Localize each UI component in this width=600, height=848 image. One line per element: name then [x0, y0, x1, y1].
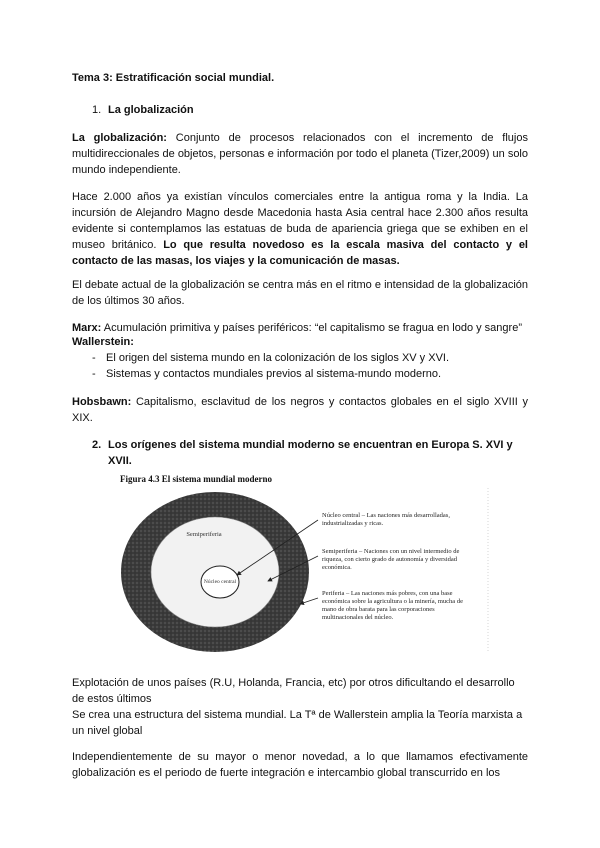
- section-2-heading: [92, 437, 528, 469]
- list-item: - El origen del sistema mundo en la colonización de los siglos XV y XVI.: [72, 350, 528, 366]
- wallerstein-list: [72, 350, 528, 382]
- hobsbawn-text: Capitalismo, esclavitud de los negros y contactos globales en el siglo XVIII y XIX.: [72, 396, 528, 424]
- exploitation-paragraph: Explotación de unos países (R.U, Holanda, Francia, etc) por otros dificultando el desarrollo de estos últimos: [72, 677, 515, 705]
- core-caption: Núcleo central – Las naciones más desarrolladas, industrializadas y ricas.: [322, 512, 450, 527]
- document-title: Tema 3: Estratificación social mundial.: [72, 72, 275, 84]
- list-item: - Sistemas y contactos mundiales previos al sistema-mundo moderno.: [72, 366, 528, 382]
- section-2-title: Los orígenes del sistema mundial moderno se encuentran en Europa S. XVI y XVII.: [108, 439, 513, 467]
- history-text: Hace 2.000 años ya existían vínculos comerciales entre la antigua roma y la India. La incursión de Alejandro Magno desde Macedonia hasta Asia central hace 2.300 años resulta evidente si contemplamos las estatuas de buda de apariencia griega que se exhiben en el museo británico.: [72, 191, 528, 251]
- history-paragraph: [72, 189, 528, 269]
- hobsbawn-paragraph: [72, 394, 528, 426]
- debate-paragraph: El debate actual de la globalización se centra más en el ritmo e intensidad de la globalización de los últimos 30 años.: [72, 279, 528, 307]
- history-bold: Lo que resulta novedoso es la escala masiva del contacto y el contacto de las masas, los viajes y la comunicación de masas.: [72, 239, 528, 267]
- wallerstein-label: Wallerstein:: [72, 336, 134, 348]
- section-1-title: La globalización: [108, 104, 194, 116]
- marx-label: Marx:: [72, 322, 102, 334]
- section-2-number: 2.: [92, 439, 102, 451]
- definition-paragraph: [72, 130, 528, 178]
- semiperiphery-label: Semiperiferia: [186, 531, 222, 538]
- definition-term: La globalización:: [72, 132, 167, 144]
- marx-text: Acumulación primitiva y países periféricos: “el capitalismo se fragua en lodo y sangre”: [101, 322, 522, 334]
- closing-paragraph: Independientemente de su mayor o menor novedad, a lo que llamamos efectivamente globalización es el periodo de fuerte integración e intercambio global transcurrido en los: [72, 751, 528, 779]
- world-system-figure: [120, 474, 492, 654]
- core-label: Núcleo central: [203, 579, 237, 585]
- section-1-heading: [92, 102, 548, 118]
- periphery-caption: Periferia – Las naciones más pobres, con una base económica sobre la agricultura o la minería, mucha de mano de obra barata para las corporaciones multinacionales del núcleo.: [322, 590, 463, 621]
- semiperiphery-caption: Semiperiferia – Naciones con un nivel intermedio de riqueza, con cierto grado de autonomía y diversidad económica.: [322, 548, 460, 571]
- hobsbawn-label: Hobsbawn:: [72, 396, 132, 408]
- structure-paragraph: Se crea una estructura del sistema mundial. La Tª de Wallerstein amplia la Teoría marxista a un nivel global: [72, 709, 523, 737]
- figure-title: Figura 4.3 El sistema mundial moderno: [120, 474, 273, 484]
- section-1-number: 1.: [92, 104, 102, 116]
- definition-text: Conjunto de procesos relacionados con el incremento de flujos multidireccionales de objetos, personas e información por todo el planeta (Tizer,2009) un solo mundo independiente.: [72, 132, 528, 176]
